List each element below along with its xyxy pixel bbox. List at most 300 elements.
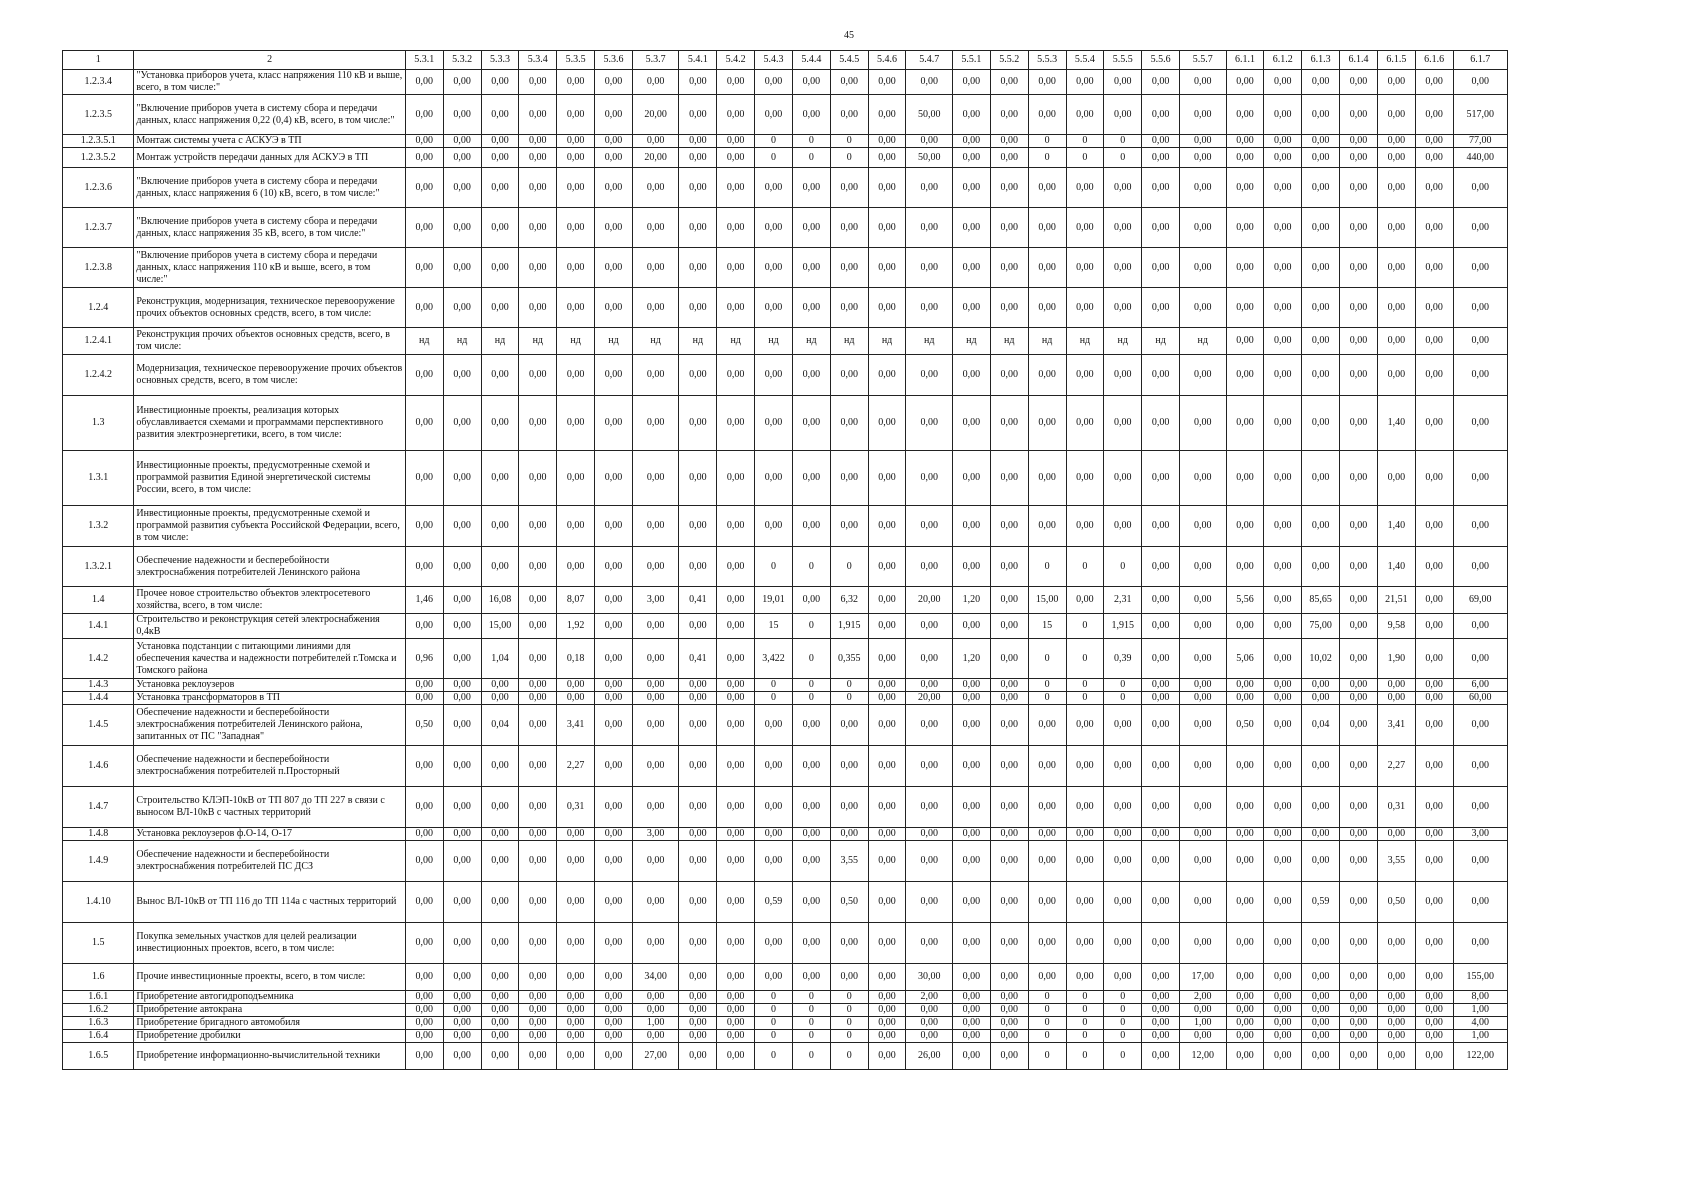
value-cell: 0,00: [1415, 679, 1453, 692]
value-cell: 0,00: [1028, 705, 1066, 746]
value-cell: 0,00: [1453, 328, 1507, 355]
value-cell: 0,00: [519, 841, 557, 882]
value-cell: 0,00: [1340, 148, 1378, 168]
value-cell: 0,00: [632, 679, 679, 692]
value-cell: 0,00: [1180, 882, 1227, 923]
value-cell: 0,00: [1302, 828, 1340, 841]
value-cell: 0,00: [1142, 288, 1180, 328]
value-cell: 0: [830, 1004, 868, 1017]
value-cell: 0,00: [1264, 828, 1302, 841]
value-cell: 0,00: [595, 1043, 633, 1070]
row-code: 1.4.8: [63, 828, 134, 841]
value-cell: 0,00: [868, 1043, 906, 1070]
column-header: 6.1.1: [1226, 51, 1264, 70]
value-cell: 0,00: [679, 288, 717, 328]
value-cell: 0,00: [679, 964, 717, 991]
value-cell: 0,00: [717, 841, 755, 882]
value-cell: 0: [755, 1017, 793, 1030]
value-cell: 0,00: [1264, 208, 1302, 248]
page-number: 45: [844, 30, 854, 41]
value-cell: 517,00: [1453, 95, 1507, 135]
value-cell: 0,00: [1415, 396, 1453, 451]
value-cell: 0,00: [405, 991, 443, 1004]
value-cell: 0,00: [1104, 248, 1142, 288]
value-cell: 2,27: [557, 746, 595, 787]
value-cell: 0,00: [557, 135, 595, 148]
value-cell: 0,00: [906, 506, 953, 547]
value-cell: 0,00: [952, 705, 990, 746]
value-cell: 0,00: [443, 1004, 481, 1017]
value-cell: 0: [1028, 148, 1066, 168]
value-cell: 0,00: [405, 168, 443, 208]
value-cell: 0,00: [1377, 1017, 1415, 1030]
value-cell: 0,00: [1180, 355, 1227, 396]
value-cell: 27,00: [632, 1043, 679, 1070]
value-cell: 0,00: [443, 841, 481, 882]
row-code: 1.4.9: [63, 841, 134, 882]
value-cell: 0,00: [868, 168, 906, 208]
value-cell: 0,00: [481, 288, 519, 328]
value-cell: 0,00: [1142, 355, 1180, 396]
table-row: [63, 70, 1508, 95]
value-cell: 0,50: [1226, 705, 1264, 746]
value-cell: 0,00: [952, 506, 990, 547]
value-cell: 0,00: [1066, 288, 1104, 328]
value-cell: 0,00: [1104, 451, 1142, 506]
value-cell: 0,00: [990, 639, 1028, 679]
value-cell: 0,00: [952, 451, 990, 506]
value-cell: 0,00: [519, 705, 557, 746]
value-cell: 0,00: [1377, 208, 1415, 248]
value-cell: 0,00: [1142, 135, 1180, 148]
value-cell: 0,00: [1264, 679, 1302, 692]
value-cell: 0,00: [1415, 614, 1453, 639]
value-cell: 0,00: [1180, 828, 1227, 841]
value-cell: 1,00: [1453, 1030, 1507, 1043]
column-header: 5.3.1: [405, 51, 443, 70]
value-cell: 1,40: [1377, 396, 1415, 451]
value-cell: 0,00: [679, 679, 717, 692]
value-cell: 0,00: [1377, 923, 1415, 964]
value-cell: 0: [1028, 1017, 1066, 1030]
value-cell: 0,00: [1302, 506, 1340, 547]
value-cell: 0,00: [1377, 355, 1415, 396]
value-cell: 0,00: [1104, 841, 1142, 882]
column-header: 5.5.6: [1142, 51, 1180, 70]
value-cell: 0,00: [679, 506, 717, 547]
value-cell: 0,00: [1415, 547, 1453, 587]
value-cell: 0,00: [1066, 248, 1104, 288]
value-cell: 0,00: [906, 451, 953, 506]
value-cell: 0,00: [519, 679, 557, 692]
value-cell: 0: [1066, 639, 1104, 679]
value-cell: 0,00: [632, 506, 679, 547]
value-cell: 0: [755, 1030, 793, 1043]
value-cell: 0,00: [792, 705, 830, 746]
value-cell: 0: [830, 692, 868, 705]
value-cell: 0,00: [906, 639, 953, 679]
value-cell: 0,00: [1226, 328, 1264, 355]
value-cell: 0,00: [595, 991, 633, 1004]
value-cell: нд: [443, 328, 481, 355]
value-cell: 0,00: [1264, 148, 1302, 168]
value-cell: 0,00: [405, 396, 443, 451]
value-cell: 0,00: [1104, 288, 1142, 328]
value-cell: 0,00: [755, 841, 793, 882]
value-cell: 0: [830, 135, 868, 148]
value-cell: 0,00: [595, 882, 633, 923]
value-cell: 0,00: [595, 692, 633, 705]
value-cell: 0,00: [679, 148, 717, 168]
row-code: 1.2.3.5.2: [63, 148, 134, 168]
value-cell: 0: [1028, 1030, 1066, 1043]
value-cell: 0,00: [717, 587, 755, 614]
value-cell: 0,00: [1340, 923, 1378, 964]
value-cell: 0: [1104, 1030, 1142, 1043]
value-cell: 0,00: [443, 828, 481, 841]
table-row: [63, 587, 1508, 614]
value-cell: 0,00: [1264, 639, 1302, 679]
value-cell: 3,41: [557, 705, 595, 746]
value-cell: 0,00: [1340, 135, 1378, 148]
value-cell: 20,00: [906, 587, 953, 614]
value-cell: 0,00: [1264, 547, 1302, 587]
value-cell: 0,00: [717, 964, 755, 991]
value-cell: 0,00: [632, 841, 679, 882]
value-cell: 0,00: [632, 1030, 679, 1043]
value-cell: 0,00: [519, 1017, 557, 1030]
value-cell: 0,00: [868, 70, 906, 95]
value-cell: 0,00: [1180, 70, 1227, 95]
value-cell: 0,00: [792, 208, 830, 248]
table-row: [63, 923, 1508, 964]
value-cell: 0,00: [906, 1017, 953, 1030]
value-cell: 0,00: [1180, 587, 1227, 614]
value-cell: 0,00: [868, 679, 906, 692]
value-cell: 0,00: [557, 991, 595, 1004]
value-cell: 0,00: [679, 923, 717, 964]
value-cell: 0,00: [405, 614, 443, 639]
value-cell: 0,00: [1340, 396, 1378, 451]
value-cell: 0,00: [1340, 506, 1378, 547]
value-cell: 0,00: [1377, 135, 1415, 148]
value-cell: 0,00: [1453, 208, 1507, 248]
value-cell: 0,00: [755, 506, 793, 547]
table-row: [63, 95, 1508, 135]
value-cell: 0,00: [990, 95, 1028, 135]
value-cell: 0,00: [1066, 923, 1104, 964]
value-cell: 0,00: [868, 639, 906, 679]
value-cell: 0: [1066, 679, 1104, 692]
value-cell: 0,00: [679, 828, 717, 841]
value-cell: 0,00: [443, 248, 481, 288]
value-cell: 0,00: [792, 288, 830, 328]
value-cell: 0,00: [1104, 208, 1142, 248]
value-cell: 0,00: [1415, 148, 1453, 168]
table-row: [63, 692, 1508, 705]
value-cell: 0,00: [595, 787, 633, 828]
value-cell: 0,00: [679, 451, 717, 506]
value-cell: 0,00: [1226, 1030, 1264, 1043]
value-cell: 0,00: [990, 587, 1028, 614]
value-cell: 440,00: [1453, 148, 1507, 168]
value-cell: 0,00: [481, 506, 519, 547]
value-cell: 0: [830, 148, 868, 168]
value-cell: 77,00: [1453, 135, 1507, 148]
value-cell: 0,00: [595, 135, 633, 148]
value-cell: 0,00: [990, 841, 1028, 882]
value-cell: 19,01: [755, 587, 793, 614]
table-row: [63, 506, 1508, 547]
value-cell: 0,00: [481, 451, 519, 506]
value-cell: 0: [1028, 1004, 1066, 1017]
value-cell: 0,00: [1142, 692, 1180, 705]
value-cell: 0,00: [906, 135, 953, 148]
value-cell: 0,00: [1028, 288, 1066, 328]
value-cell: 0,00: [1180, 288, 1227, 328]
row-description: Установка реклоузеров: [134, 679, 405, 692]
value-cell: 0,00: [1104, 923, 1142, 964]
value-cell: 0,00: [1142, 1043, 1180, 1070]
value-cell: 0,00: [830, 70, 868, 95]
value-cell: 0,00: [519, 1030, 557, 1043]
value-cell: 0,00: [717, 70, 755, 95]
value-cell: 0: [1104, 135, 1142, 148]
value-cell: 0,00: [405, 679, 443, 692]
value-cell: 0,00: [868, 451, 906, 506]
value-cell: 0,00: [1415, 964, 1453, 991]
value-cell: 34,00: [632, 964, 679, 991]
column-header: 5.5.3: [1028, 51, 1066, 70]
value-cell: 0,00: [443, 587, 481, 614]
value-cell: 0: [755, 1043, 793, 1070]
value-cell: 0,00: [830, 923, 868, 964]
value-cell: 0: [792, 614, 830, 639]
value-cell: 0,00: [595, 248, 633, 288]
value-cell: 0,00: [1028, 746, 1066, 787]
value-cell: 0,00: [632, 168, 679, 208]
value-cell: 0: [1104, 148, 1142, 168]
value-cell: 0,00: [443, 787, 481, 828]
value-cell: 0,00: [405, 841, 443, 882]
value-cell: 0,00: [1340, 787, 1378, 828]
value-cell: 0: [792, 1004, 830, 1017]
value-cell: 0,00: [1264, 964, 1302, 991]
value-cell: 0,00: [1264, 355, 1302, 396]
column-header: 5.5.7: [1180, 51, 1227, 70]
value-cell: 0,00: [1142, 208, 1180, 248]
value-cell: 0,00: [557, 841, 595, 882]
value-cell: 0,00: [1415, 587, 1453, 614]
value-cell: 0,00: [557, 1043, 595, 1070]
value-cell: 0,00: [632, 639, 679, 679]
value-cell: 0,00: [1377, 328, 1415, 355]
table-row: [63, 328, 1508, 355]
value-cell: 15,00: [481, 614, 519, 639]
value-cell: 2,00: [906, 991, 953, 1004]
value-cell: 0,00: [868, 95, 906, 135]
value-cell: 0,00: [632, 614, 679, 639]
row-code: 1.2.3.8: [63, 248, 134, 288]
table-row: [63, 841, 1508, 882]
row-description: Установка подстанции с питающими линиями для обеспечения качества и надежности потребителей г.Томска и Томского района: [134, 639, 405, 679]
value-cell: 0,00: [595, 451, 633, 506]
value-cell: 0,00: [1340, 1004, 1378, 1017]
value-cell: 0,00: [990, 396, 1028, 451]
value-cell: 0,00: [830, 506, 868, 547]
value-cell: 0,00: [755, 964, 793, 991]
value-cell: 0,00: [952, 614, 990, 639]
value-cell: 0: [1028, 639, 1066, 679]
row-code: 1.4.3: [63, 679, 134, 692]
value-cell: 0,00: [792, 787, 830, 828]
value-cell: 0,00: [1142, 705, 1180, 746]
row-code: 1.3.2: [63, 506, 134, 547]
value-cell: 0,04: [481, 705, 519, 746]
value-cell: 0: [830, 1030, 868, 1043]
row-description: Установка реклоузеров ф.О-14, О-17: [134, 828, 405, 841]
row-description: Покупка земельных участков для целей реализации инвестиционных проектов, всего, в том числе:: [134, 923, 405, 964]
value-cell: 0,00: [679, 547, 717, 587]
value-cell: 0: [755, 547, 793, 587]
value-cell: 0,00: [443, 355, 481, 396]
value-cell: 0,00: [1340, 679, 1378, 692]
value-cell: 0,00: [557, 1004, 595, 1017]
value-cell: 2,27: [1377, 746, 1415, 787]
value-cell: 0,00: [868, 841, 906, 882]
value-cell: 1,00: [632, 1017, 679, 1030]
value-cell: 0,00: [717, 355, 755, 396]
value-cell: 0,00: [443, 208, 481, 248]
value-cell: 6,32: [830, 587, 868, 614]
value-cell: 0,00: [755, 288, 793, 328]
value-cell: 0,00: [868, 991, 906, 1004]
value-cell: 0,00: [405, 248, 443, 288]
value-cell: 0,00: [1302, 396, 1340, 451]
value-cell: 0,00: [1180, 639, 1227, 679]
value-cell: 0,00: [679, 208, 717, 248]
value-cell: 0,00: [1226, 841, 1264, 882]
value-cell: 6,00: [1453, 679, 1507, 692]
value-cell: 0,00: [1302, 95, 1340, 135]
value-cell: 0,00: [990, 991, 1028, 1004]
value-cell: 0,00: [519, 991, 557, 1004]
value-cell: 0,00: [1104, 168, 1142, 208]
value-cell: 0,00: [679, 70, 717, 95]
value-cell: 0,00: [405, 1043, 443, 1070]
value-cell: 0,00: [519, 396, 557, 451]
value-cell: 0,00: [952, 1004, 990, 1017]
column-header: 5.5.2: [990, 51, 1028, 70]
value-cell: 0,00: [481, 964, 519, 991]
value-cell: 0,00: [595, 705, 633, 746]
value-cell: 0,00: [1340, 746, 1378, 787]
value-cell: 0,00: [1226, 991, 1264, 1004]
value-cell: 0,00: [1377, 168, 1415, 208]
value-cell: 0,00: [632, 705, 679, 746]
row-description: Монтаж системы учета с АСКУЭ в ТП: [134, 135, 405, 148]
value-cell: 0,00: [1377, 248, 1415, 288]
table-row: [63, 135, 1508, 148]
value-cell: 0,00: [1264, 451, 1302, 506]
value-cell: 0,00: [868, 1004, 906, 1017]
value-cell: 0,00: [1340, 288, 1378, 328]
value-cell: 0,00: [679, 746, 717, 787]
value-cell: 15,00: [1028, 587, 1066, 614]
value-cell: 0,00: [1142, 1017, 1180, 1030]
value-cell: 0,00: [868, 396, 906, 451]
value-cell: 0,00: [1226, 288, 1264, 328]
value-cell: 0,00: [1302, 288, 1340, 328]
value-cell: 0,00: [632, 547, 679, 587]
value-cell: 0,00: [792, 168, 830, 208]
value-cell: 0,00: [1226, 355, 1264, 396]
value-cell: 0,00: [1453, 288, 1507, 328]
value-cell: 0,00: [679, 991, 717, 1004]
value-cell: 0,00: [868, 614, 906, 639]
value-cell: 0,00: [595, 679, 633, 692]
value-cell: 0,00: [1264, 288, 1302, 328]
value-cell: 0: [1066, 547, 1104, 587]
value-cell: 0,00: [1066, 451, 1104, 506]
value-cell: 0,31: [1377, 787, 1415, 828]
value-cell: 0,00: [868, 208, 906, 248]
value-cell: 0,00: [405, 208, 443, 248]
value-cell: 0,00: [519, 692, 557, 705]
value-cell: 26,00: [906, 1043, 953, 1070]
value-cell: 0,00: [481, 168, 519, 208]
value-cell: 0,00: [952, 964, 990, 991]
value-cell: 0,00: [1180, 135, 1227, 148]
table-header-row: [63, 51, 1508, 70]
value-cell: 0,00: [557, 964, 595, 991]
value-cell: 0,00: [481, 95, 519, 135]
value-cell: 0,00: [405, 746, 443, 787]
value-cell: 0,00: [481, 135, 519, 148]
value-cell: 0,00: [1104, 787, 1142, 828]
value-cell: 1,04: [481, 639, 519, 679]
value-cell: 0,00: [1415, 1043, 1453, 1070]
value-cell: 0,00: [443, 692, 481, 705]
value-cell: 0,00: [1226, 746, 1264, 787]
value-cell: 0,00: [717, 639, 755, 679]
value-cell: 0,00: [1340, 547, 1378, 587]
value-cell: 16,08: [481, 587, 519, 614]
value-cell: 0,00: [1377, 288, 1415, 328]
value-cell: 0,00: [1340, 355, 1378, 396]
value-cell: 0: [792, 1043, 830, 1070]
value-cell: 0,00: [755, 248, 793, 288]
value-cell: 0,00: [1180, 168, 1227, 208]
value-cell: 0,00: [1264, 95, 1302, 135]
value-cell: 0,00: [1226, 1043, 1264, 1070]
value-cell: 0,00: [481, 148, 519, 168]
column-header: 5.4.1: [679, 51, 717, 70]
value-cell: 0,00: [1104, 746, 1142, 787]
value-cell: 0,00: [906, 355, 953, 396]
row-code: 1.6.2: [63, 1004, 134, 1017]
value-cell: 0,00: [1142, 639, 1180, 679]
value-cell: 0,00: [679, 1030, 717, 1043]
value-cell: 0,00: [1180, 148, 1227, 168]
value-cell: 0,00: [792, 95, 830, 135]
value-cell: 0,00: [1226, 679, 1264, 692]
row-description: Инвестиционные проекты, предусмотренные схемой и программой развития субъекта Российской Федерации, всего, в том числе:: [134, 506, 405, 547]
value-cell: 0: [792, 679, 830, 692]
value-cell: 0,00: [443, 288, 481, 328]
value-cell: 0,00: [405, 288, 443, 328]
value-cell: 0,00: [717, 882, 755, 923]
